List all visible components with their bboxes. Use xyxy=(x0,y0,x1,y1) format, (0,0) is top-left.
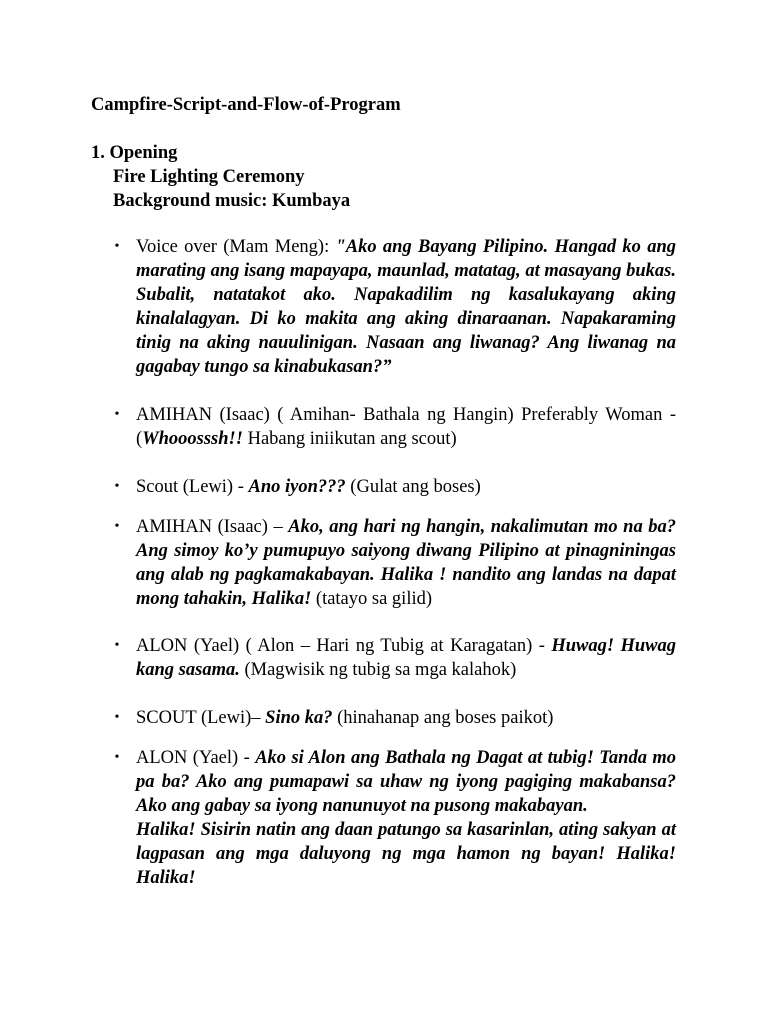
bullet-icon: • xyxy=(114,239,120,254)
list-item xyxy=(114,515,676,611)
speaker-label: Voice over (Mam Meng): xyxy=(136,237,336,257)
bullet-icon: • xyxy=(114,638,120,653)
bullet-icon: • xyxy=(114,519,120,534)
list-item xyxy=(114,706,676,730)
section-subheading-ceremony: Fire Lighting Ceremony xyxy=(113,167,305,187)
stage-direction: (Gulat ang boses) xyxy=(345,477,481,497)
speaker-label: AMIHAN (Isaac) – xyxy=(136,517,289,537)
speaker-label: AMIHAN (Isaac) ( Amihan- Bathala ng Hangin) Preferably Woman - ( xyxy=(136,405,676,449)
list-item xyxy=(114,235,676,379)
dialogue-text: "Ako ang Bayang Pilipino. Hangad ko ang marating ang isang mapayapa, maunlad, matatag, at masayang bukas. Subalit, natatakot ako. Napakadilim ng kasalukayang aking kinalalagyan. Di ko makita ang aking dinaraanan. Napakaraming tinig na aking nauulinigan. Nasaan ang liwanag? Ang liwanag na gagabay tungo sa kinabukasan?” xyxy=(136,237,676,377)
list-item xyxy=(114,746,677,890)
document-title: Campfire-Script-and-Flow-of-Program xyxy=(91,95,401,115)
speaker-label: ALON (Yael) - xyxy=(136,748,256,768)
stage-direction: (Magwisik ng tubig sa mga kalahok) xyxy=(239,660,517,680)
stage-direction: (hinahanap ang boses paikot) xyxy=(332,708,554,728)
speaker-label: Scout (Lewi) - xyxy=(136,477,249,497)
dialogue-text: Ako si Alon ang Bathala ng Dagat at tubig! Tanda mo pa ba? Ako ang pumapawi sa uhaw ng iyong pagiging makabansa? Ako ang gabay sa iyong nanunuyot na pusong makabayan. xyxy=(136,748,677,816)
stage-direction: Habang iniikutan ang scout) xyxy=(242,429,457,449)
dialogue-text: Ano iyon??? xyxy=(248,477,346,497)
opening-section xyxy=(91,141,691,213)
list-item xyxy=(114,403,676,451)
section-heading: 1. Opening xyxy=(91,143,178,163)
dialogue-text: Sino ka? xyxy=(265,708,333,728)
bullet-icon: • xyxy=(114,750,120,765)
bullet-icon: • xyxy=(114,479,120,494)
list-item xyxy=(114,475,676,499)
section-subheading-music: Background music: Kumbaya xyxy=(113,191,351,211)
speaker-label: SCOUT (Lewi)– xyxy=(136,708,266,728)
bullet-icon: • xyxy=(114,407,120,422)
speaker-label: ALON (Yael) ( Alon – Hari ng Tubig at Karagatan) - xyxy=(136,636,552,656)
dialogue-text: Whooosssh!! xyxy=(142,429,243,449)
stage-direction: (tatayo sa gilid) xyxy=(311,589,433,609)
dialogue-text: Ako, ang hari ng hangin, nakalimutan mo na ba? Ang simoy ko’y pumupuyo saiyong diwang Pilipino at pinagniningas ang alab ng pagkamakabayan. Halika ! nandito ang landas na dapat mong tahakin, Halika! xyxy=(136,517,676,609)
list-item xyxy=(114,634,676,682)
dialogue-text: Huwag! Huwag kang sasama. xyxy=(136,636,676,680)
bullet-icon: • xyxy=(114,710,120,725)
dialogue-text-continued: Halika! Sisirin natin ang daan patungo sa kasarinlan, ating sakyan at lagpasan ang mga daluyong ng mga hamon ng bayan! Halika! Halika! xyxy=(136,820,676,888)
